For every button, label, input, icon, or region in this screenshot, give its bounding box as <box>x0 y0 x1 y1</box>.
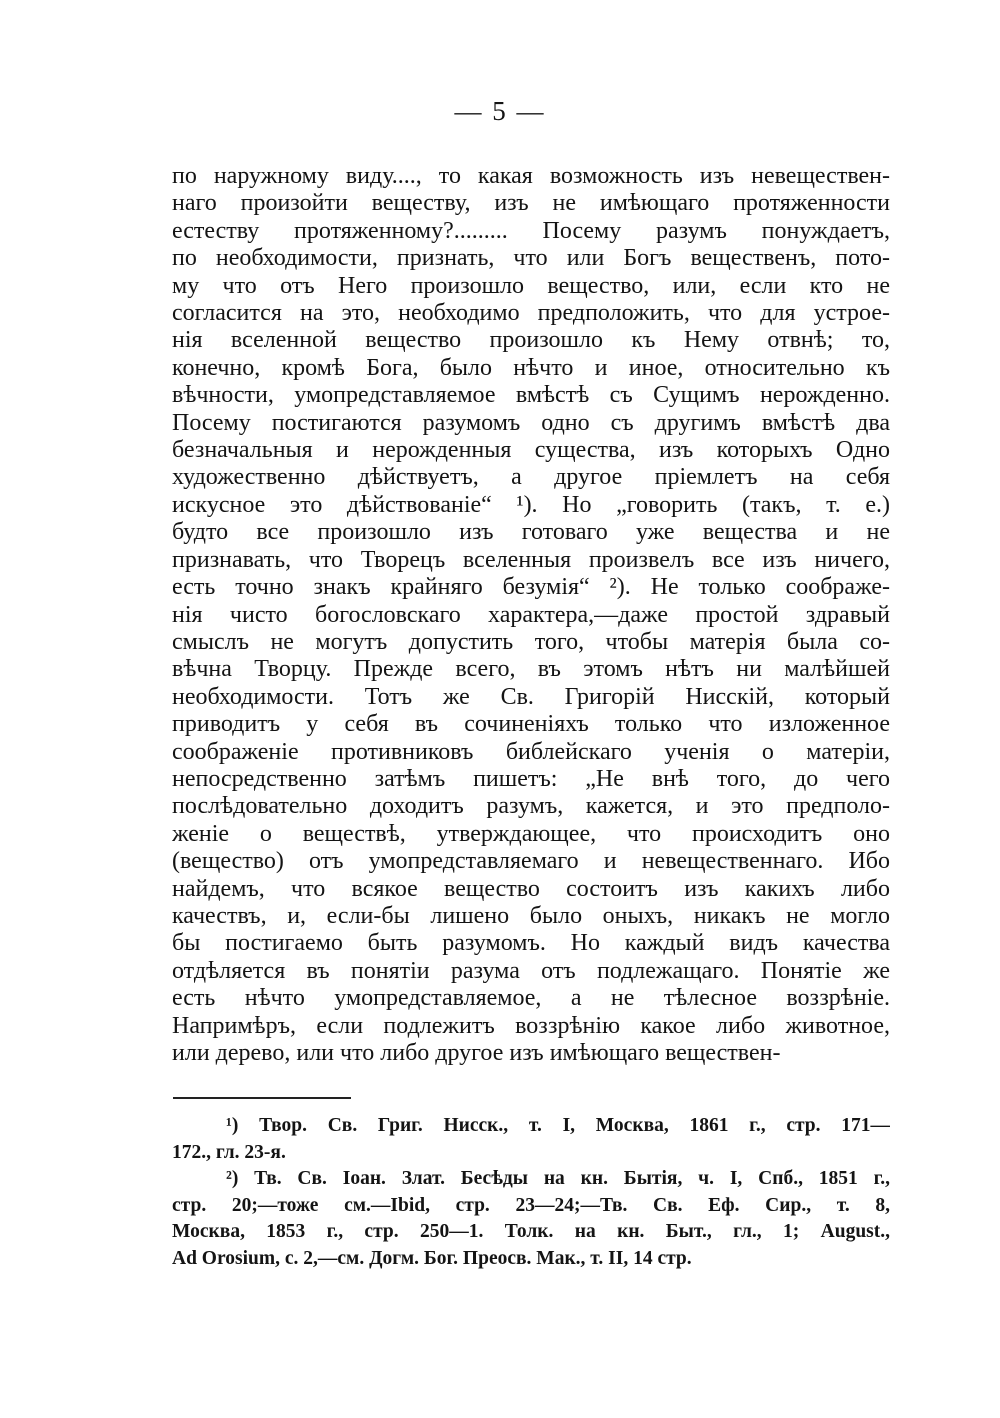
body-line: нія чисто богословскаго характера,—даже простой здравый <box>172 601 890 628</box>
body-line: качествъ, и, если-бы лишено было оныхъ, никакъ не могло <box>172 902 890 929</box>
body-line: естеству протяженному?......... Посему разумъ понуждаетъ, <box>172 217 890 244</box>
body-line: приводитъ у себя въ сочиненіяхъ только что изложенное <box>172 711 890 738</box>
body-line: по наружному виду...., то какая возможность изъ невеществен- <box>172 163 890 189</box>
body-text <box>172 163 890 1067</box>
body-line: художественно дѣйствуетъ, а другое пріемлетъ на себя <box>172 464 890 491</box>
body-line: согласится на это, необходимо предположить, что для устрое- <box>172 300 890 327</box>
body-line: послѣдовательно доходитъ разумъ, кажется, и это предполо- <box>172 793 890 820</box>
body-line: (вещество) отъ умопредставляемаго и невещественнаго. Ибо <box>172 848 890 875</box>
page-number: — 5 — <box>454 96 546 126</box>
footnote-line: Москва, 1853 г., стр. 250—1. Толк. на кн. Быт., гл., 1; August., <box>172 1221 890 1242</box>
body-line: женіе о веществѣ, утверждающее, что происходитъ оно <box>172 820 890 847</box>
body-line: смыслъ не могутъ допустить того, чтобы матерія была со- <box>172 628 890 655</box>
footnote-2 <box>172 1166 890 1272</box>
body-line: соображеніе противниковъ библейскаго ученія о матеріи, <box>172 738 890 765</box>
body-line: непосредственно затѣмъ пишетъ: „Не внѣ того, до чего <box>172 765 890 792</box>
body-line: нія вселенной вещество произошло къ Нему отвнѣ; то, <box>172 327 890 354</box>
footnote-line: стр. 20;—тоже см.—Ibid, стр. 23—24;—Тв. Св. Еф. Сир., т. 8, <box>172 1194 890 1216</box>
footnotes <box>172 1113 890 1272</box>
body-line: необходимости. Тотъ же Св. Григорій Нисскій, который <box>172 683 890 710</box>
body-line: Напримѣръ, если подлежитъ воззрѣнію какое либо животное, <box>172 1012 890 1039</box>
footnote-line: Ad Orosium, с. 2,—см. Догм. Бог. Преосв. Мак., т. II, 14 стр. <box>172 1247 692 1269</box>
body-line: вѣчности, умопредставляемое вмѣстѣ съ Сущимъ нерожденно. <box>172 382 890 409</box>
body-line: отдѣляется въ понятіи разума отъ подлежащаго. Понятіе же <box>172 957 890 984</box>
body-line: найдемъ, что всякое вещество состоитъ изъ какихъ либо <box>172 875 890 902</box>
body-line: му что отъ Него произошло вещество, или, если кто не <box>172 272 890 299</box>
body-line: есть нѣчто умопредставляемое, а не тѣлесное воззрѣніе. <box>172 985 890 1012</box>
body-line: бы постигаемо быть разумомъ. Но каждый видъ качества <box>172 930 890 957</box>
footnote-line: ²) Тв. Св. Іоан. Злат. Бесѣды на кн. Бытія, ч. I, Спб., 1851 г., <box>226 1168 890 1189</box>
body-line: признавать, что Творецъ вселенныя произвелъ все изъ ничего, <box>172 546 890 573</box>
body-line: будто все произошло изъ готоваго уже вещества и не <box>172 519 890 546</box>
body-line: вѣчна Творцу. Прежде всего, въ этомъ нѣтъ ни малѣйшей <box>172 656 890 683</box>
body-line: Посему постигаются разумомъ одно съ другимъ вмѣстѣ два <box>172 409 890 436</box>
body-line: по необходимости, признать, что или Богъ вещественъ, пото- <box>172 245 890 272</box>
footnote-line: ¹) Твор. Св. Григ. Нисск., т. I, Москва, 1861 г., стр. 171— <box>226 1115 890 1136</box>
body-line: искусное это дѣйствованіе“ ¹). Но „говорить (такъ, т. е.) <box>172 491 890 518</box>
body-line: наго произойти веществу, изъ не имѣющаго протяженности <box>172 190 890 217</box>
body-line: есть точно знакъ крайняго безумія“ ²). Не только соображе- <box>172 574 890 601</box>
footnote-line: 172., гл. 23-я. <box>172 1141 286 1163</box>
footnote-1 <box>172 1113 890 1166</box>
footnote-divider <box>173 1097 351 1099</box>
body-line: конечно, кромѣ Бога, было нѣчто и иное, относительно къ <box>172 354 890 381</box>
body-line: безначальныя и нерожденныя существа, изъ которыхъ Одно <box>172 437 890 464</box>
body-line: или дерево, или что либо другое изъ имѣющаго веществен- <box>172 1040 781 1066</box>
